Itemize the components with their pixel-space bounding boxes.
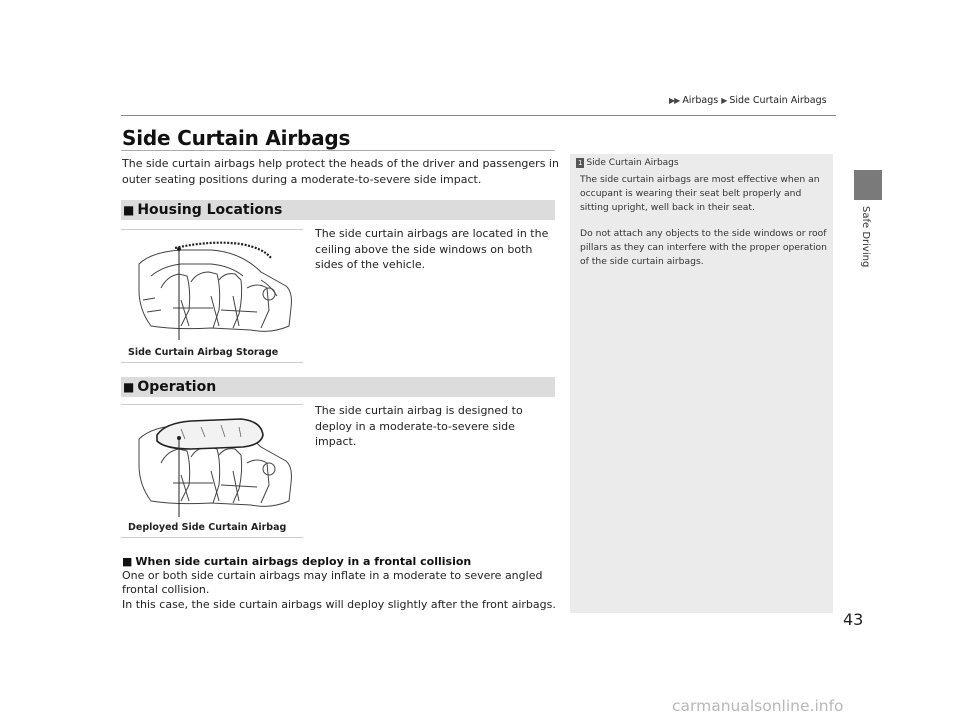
- frontal-collision-heading: [122, 555, 471, 568]
- frontal-collision-heading-text: When side curtain airbags deploy in a frontal collision: [135, 555, 472, 568]
- operation-description: The side curtain airbag is designed to deploy in a moderate-to-severe side impact.: [315, 404, 523, 448]
- sidebar-note: [570, 154, 833, 613]
- frontal-collision-paragraph-1: One or both side curtain airbags may inflate in a moderate to severe angled frontal collision.: [122, 569, 543, 596]
- breadcrumb-item-side-curtain-airbags[interactable]: Side Curtain Airbags: [729, 95, 827, 106]
- housing-description: The side curtain airbags are located in the ceiling above the side windows on both sides of the vehicle.: [315, 227, 549, 271]
- breadcrumb: [669, 95, 830, 106]
- figure-airbag-storage: [121, 229, 303, 363]
- square-bullet-icon: ■: [123, 380, 135, 394]
- note-title-text: Side Curtain Airbags: [586, 158, 679, 168]
- figure-caption: Deployed Side Curtain Airbag: [128, 522, 287, 533]
- car-interior-deployed-illustration: [121, 405, 303, 539]
- intro-paragraph: The side curtain airbags help protect the heads of the driver and passengers in outer seating positions during a moderate-to-severe side impact.: [122, 157, 559, 186]
- note-paragraph-2: Do not attach any objects to the side windows or roof pillars as they can interfere with the proper operation of the side curtain airbags.: [580, 228, 827, 267]
- square-bullet-icon: ■: [123, 203, 135, 217]
- section-heading-text: Housing Locations: [137, 202, 283, 218]
- chapter-tab-marker: [854, 170, 882, 200]
- page-number: 43: [843, 610, 864, 629]
- frontal-collision-paragraph-2: In this case, the side curtain airbags will deploy slightly after the front airbags.: [122, 598, 556, 611]
- header-divider: [121, 115, 836, 116]
- double-triangle-icon: ▶▶: [669, 96, 680, 105]
- note-paragraph-1: The side curtain airbags are most effective when an occupant is wearing their seat belt properly and sitting upright, well back in their seat.: [580, 174, 820, 213]
- section-heading-operation: [121, 377, 555, 397]
- car-interior-illustration: [121, 230, 303, 364]
- triangle-icon: ▶: [721, 96, 727, 105]
- chapter-tab-label: Safe Driving: [860, 206, 871, 268]
- note-title: [576, 158, 679, 168]
- breadcrumb-item-airbags[interactable]: Airbags: [682, 95, 719, 106]
- square-bullet-icon: ■: [122, 555, 133, 568]
- section-heading-text: Operation: [137, 379, 217, 395]
- title-divider: [121, 150, 555, 151]
- watermark: carmanualsonline.info: [672, 697, 844, 715]
- figure-deployed-airbag: [121, 404, 303, 538]
- section-heading-housing: [121, 200, 555, 220]
- figure-caption: Side Curtain Airbag Storage: [128, 347, 279, 358]
- note-number-badge: 1: [578, 159, 583, 167]
- page-title: Side Curtain Airbags: [122, 126, 351, 150]
